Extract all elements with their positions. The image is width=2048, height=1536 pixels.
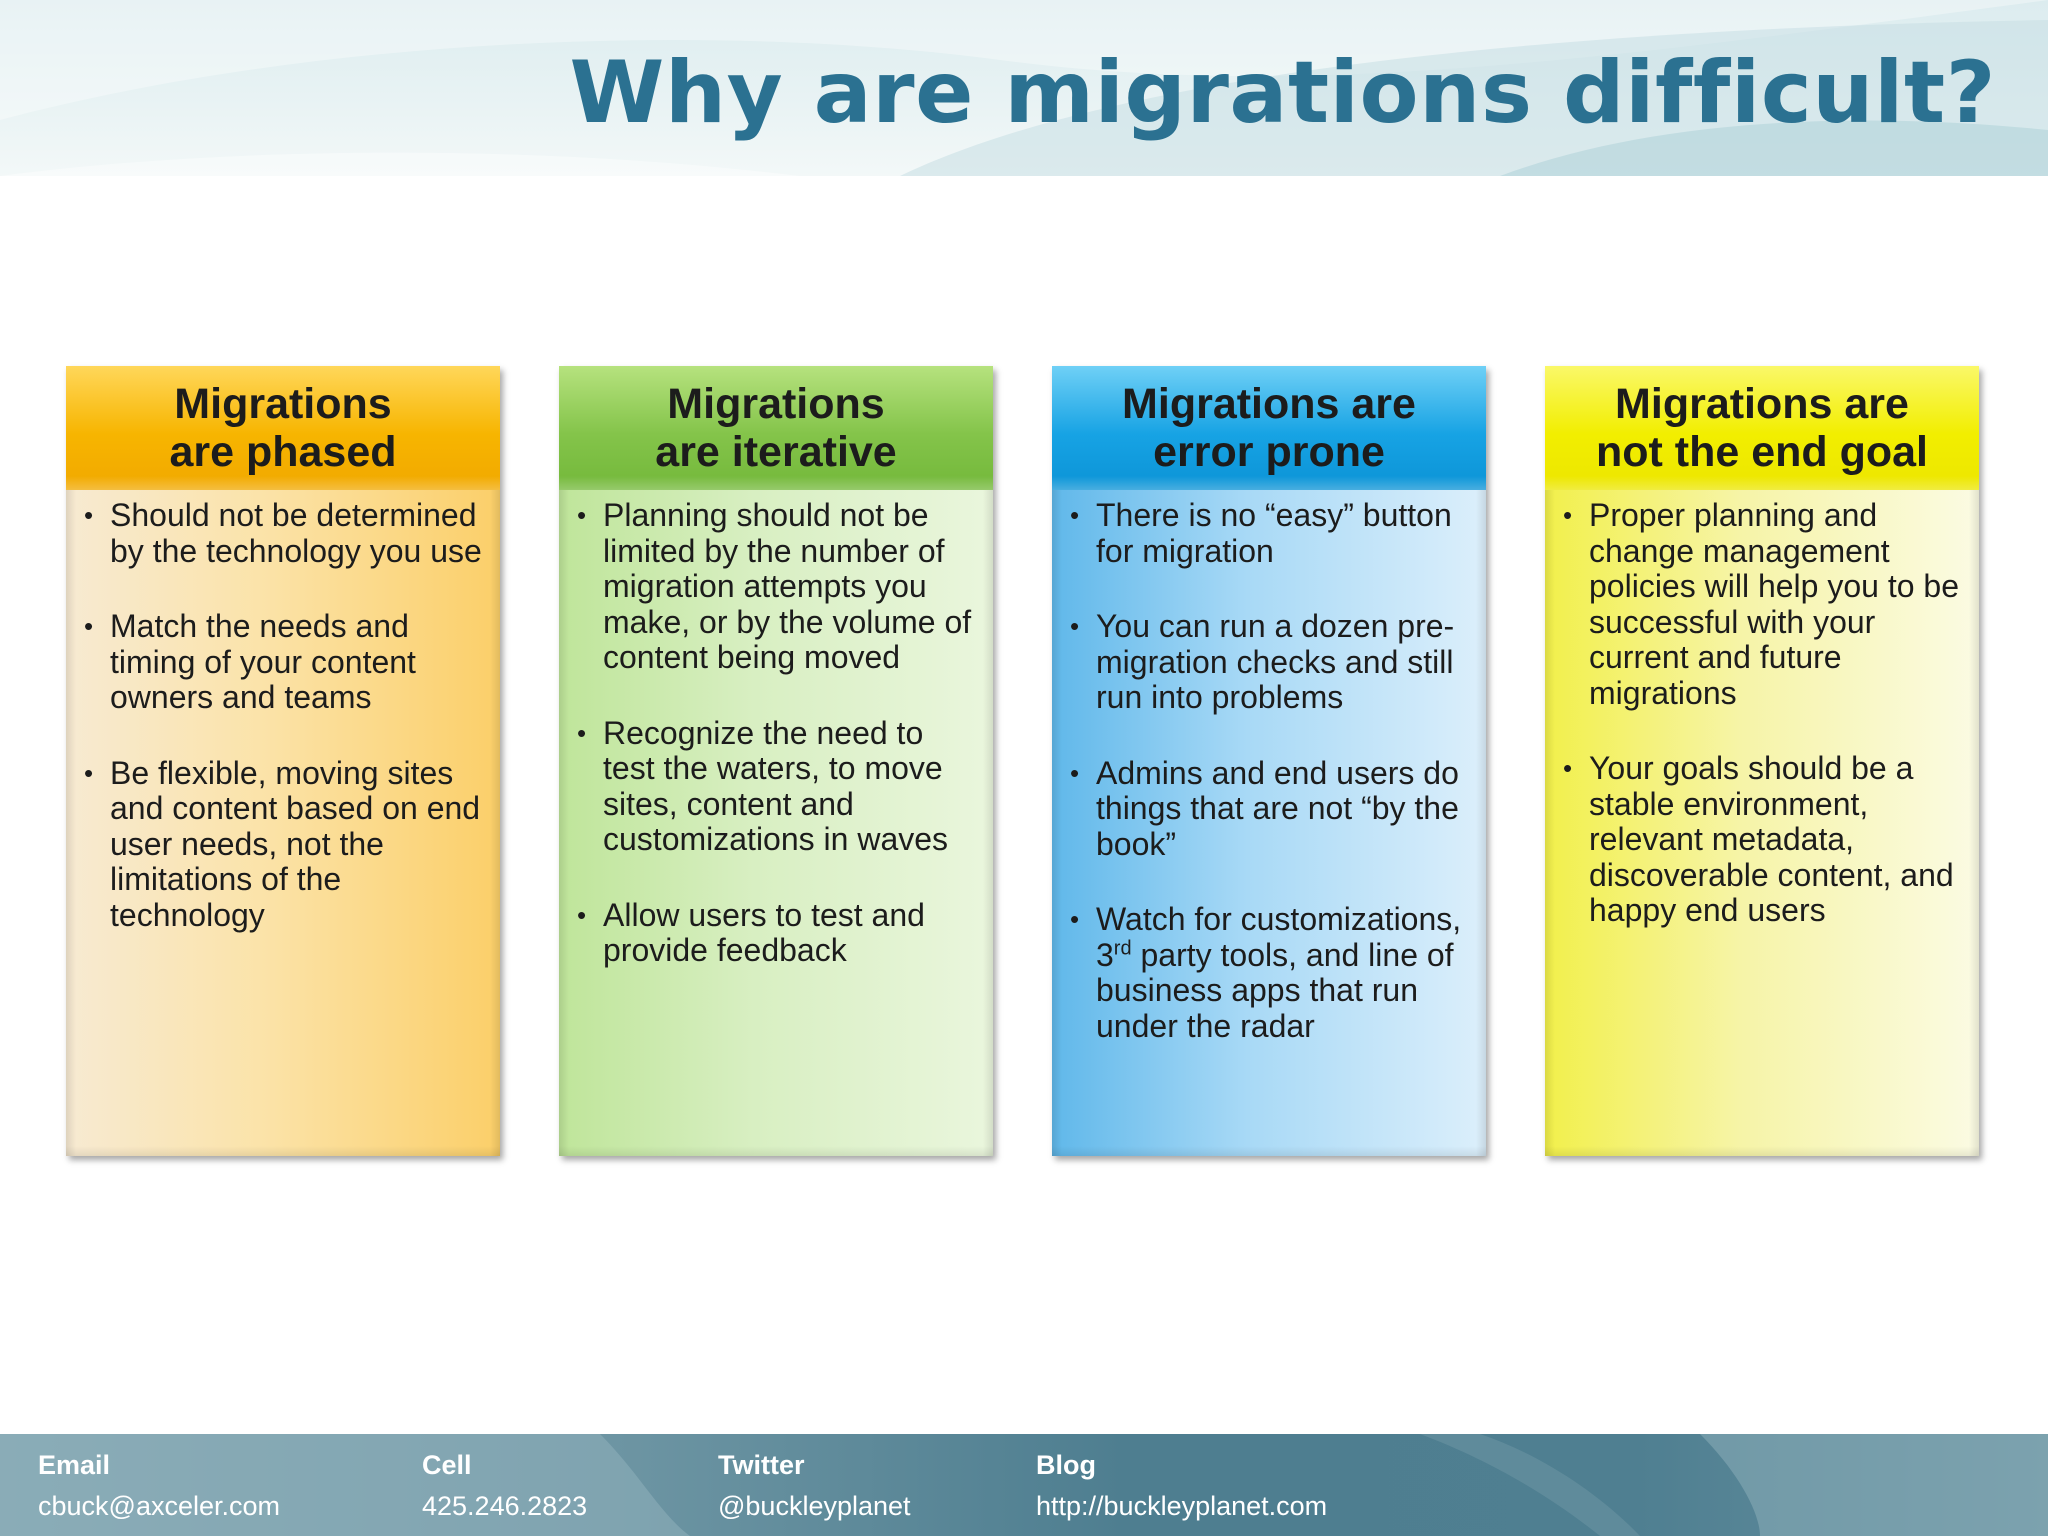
header-bevel — [1052, 476, 1486, 490]
column-edge-shade — [1052, 490, 1062, 1156]
bullet-list — [80, 498, 486, 933]
bullet-text: Recognize the need to test the waters, to move sites, content and customizations in waves — [603, 714, 949, 857]
bullet-item — [1559, 498, 1965, 711]
footer-blog-label: Blog — [1036, 1450, 1096, 1480]
bullet-dot-icon: • — [577, 899, 587, 930]
column-body — [1545, 490, 1979, 1156]
column-header — [66, 366, 500, 490]
bullet-item — [1559, 751, 1965, 929]
column-edge-shade — [1969, 490, 1979, 1156]
column-iterative — [559, 366, 993, 1156]
superscript-ordinal: rd — [1113, 936, 1132, 959]
bullet-text: Admins and end users do things that are not “by the book” — [1096, 754, 1459, 862]
footer-email-label: Email — [38, 1450, 111, 1480]
bullet-text: Planning should not be limited by the number of migration attempts you make, or by the volume of content being moved — [603, 497, 972, 675]
slide-title: Why are migrations difficult? — [569, 43, 1996, 143]
bullet-dot-icon: • — [577, 500, 587, 530]
column-body — [1052, 490, 1486, 1156]
bullet-text-after-superscript: party tools, and line of business apps that run under the radar — [1096, 936, 1454, 1044]
bullet-text: Allow users to test and provide feedback — [603, 896, 925, 968]
columns-container — [66, 366, 1982, 1158]
bullet-text: Your goals should be a stable environment, relevant metadata, discoverable content, and happy end users — [1589, 750, 1954, 928]
column-phased — [66, 366, 500, 1156]
column-heading-line1: Migrations — [174, 380, 392, 428]
footer-email-value[interactable]: cbuck@axceler.com — [38, 1491, 280, 1521]
bullet-item — [80, 756, 486, 934]
footer-email — [38, 1448, 280, 1524]
header-banner — [0, 0, 2048, 176]
footer-twitter — [718, 1448, 911, 1524]
header-bevel — [1545, 476, 1979, 490]
footer-swirl-decoration — [0, 1434, 2048, 1536]
bullet-dot-icon: • — [1070, 904, 1080, 934]
column-not-end-goal — [1545, 366, 1979, 1156]
column-edge-shade — [66, 490, 76, 1156]
column-heading-line2: error prone — [1153, 428, 1385, 476]
bullet-item — [1066, 902, 1472, 1044]
footer-blog-link[interactable]: http://buckleyplanet.com — [1036, 1491, 1328, 1521]
bullet-dot-icon: • — [1070, 611, 1080, 641]
footer-cell — [422, 1448, 587, 1524]
column-header — [559, 366, 993, 490]
bullet-item — [1066, 498, 1472, 569]
bullet-list — [573, 498, 979, 969]
column-heading-line2: are phased — [169, 428, 397, 476]
column-heading-line1: Migrations — [667, 380, 885, 428]
header-bevel — [559, 476, 993, 490]
bullet-item — [80, 609, 486, 716]
column-edge-shade — [490, 490, 500, 1156]
column-body — [559, 490, 993, 1156]
bullet-text: Proper planning and change management policies will help you to be successful with your current and future migrations — [1589, 497, 1959, 711]
footer-blog — [1036, 1448, 1327, 1524]
bullet-text-before-superscript: Watch for customizations, 3 — [1096, 901, 1462, 973]
column-error-prone — [1052, 366, 1486, 1156]
footer-bar — [0, 1434, 2048, 1536]
footer-cell-label: Cell — [422, 1450, 472, 1480]
bullet-text: Be flexible, moving sites and content based on end user needs, not the limitations of the technology — [110, 754, 481, 933]
column-header — [1545, 366, 1979, 490]
bullet-item — [573, 498, 979, 676]
column-edge-shade — [983, 490, 993, 1156]
bullet-text: Should not be determined by the technology you use — [110, 497, 482, 569]
bullet-list — [1559, 498, 1965, 929]
bullet-dot-icon: • — [84, 611, 94, 641]
column-edge-shade — [559, 1146, 993, 1156]
header-bevel — [66, 476, 500, 490]
column-heading-line1: Migrations are — [1122, 380, 1416, 428]
footer-cell-value: 425.246.2823 — [422, 1491, 588, 1521]
bullet-item — [1066, 609, 1472, 716]
column-edge-shade — [66, 1146, 500, 1156]
column-edge-shade — [1545, 490, 1555, 1156]
bullet-dot-icon: • — [1563, 500, 1573, 530]
bullet-text: Match the needs and timing of your content owners and teams — [110, 608, 416, 715]
column-header — [1052, 366, 1486, 490]
column-edge-shade — [1476, 490, 1486, 1156]
footer-twitter-label: Twitter — [718, 1450, 805, 1480]
footer-twitter-value[interactable]: @buckleyplanet — [718, 1491, 911, 1521]
column-body — [66, 490, 500, 1156]
bullet-dot-icon: • — [1563, 753, 1573, 783]
column-heading-line2: are iterative — [655, 428, 897, 476]
column-heading-line2: not the end goal — [1595, 428, 1929, 476]
bullet-item — [573, 716, 979, 858]
bullet-dot-icon: • — [84, 757, 94, 788]
bullet-dot-icon: • — [1070, 757, 1080, 788]
bullet-list — [1066, 498, 1472, 1044]
column-edge-shade — [1545, 1146, 1979, 1156]
bullet-item — [1066, 756, 1472, 863]
bullet-item — [80, 498, 486, 569]
bullet-dot-icon: • — [84, 500, 94, 530]
column-heading-line1: Migrations are — [1615, 380, 1909, 428]
bullet-dot-icon: • — [1070, 500, 1080, 530]
column-edge-shade — [559, 490, 569, 1156]
bullet-text: There is no “easy” button for migration — [1096, 497, 1452, 569]
bullet-item — [573, 898, 979, 969]
bullet-text: You can run a dozen pre-migration checks and still run into problems — [1096, 608, 1455, 715]
bullet-dot-icon: • — [577, 717, 587, 748]
column-edge-shade — [1052, 1146, 1486, 1156]
